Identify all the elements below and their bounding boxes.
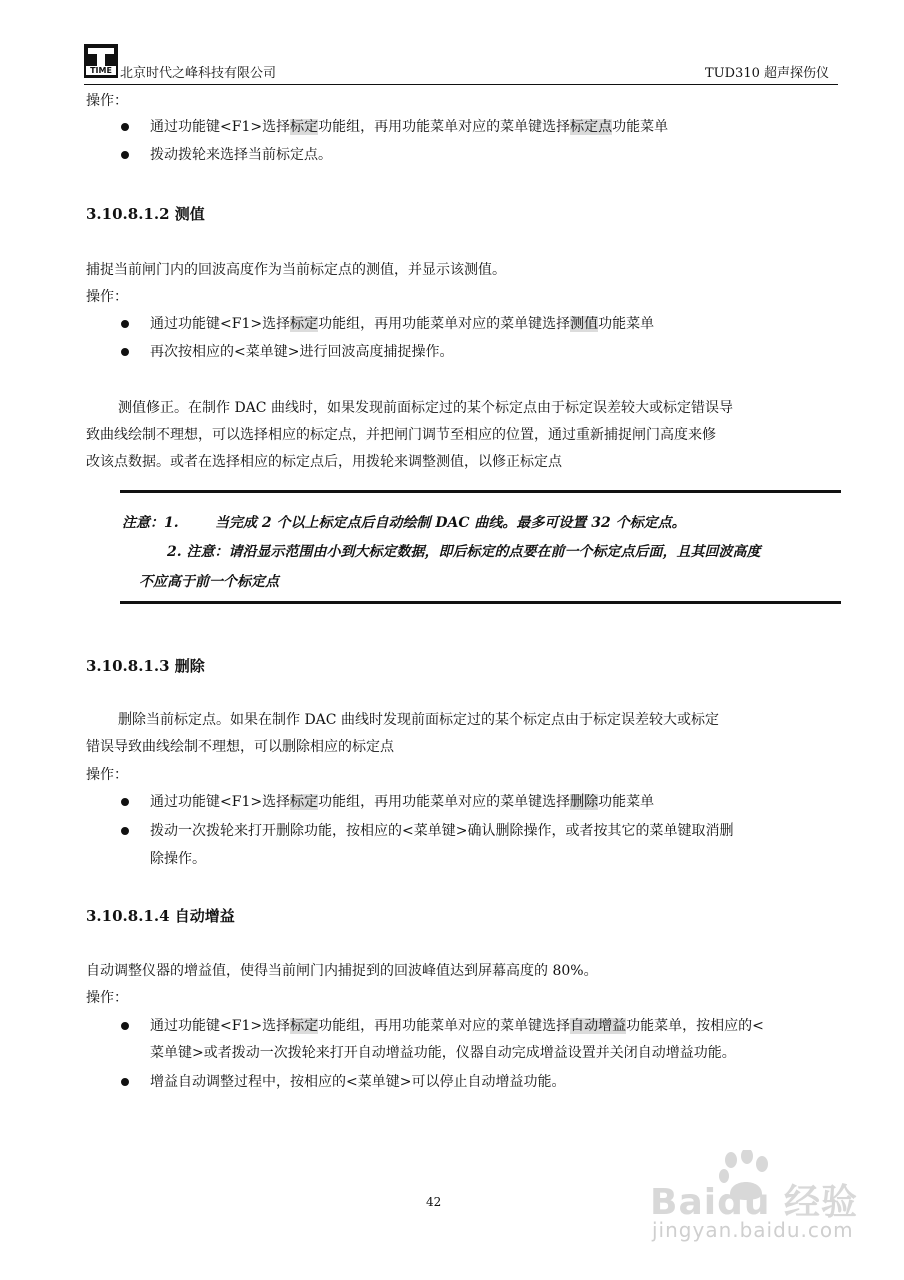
bullet-icon [121,320,129,328]
watermark-brand: Baidu 经验 [650,1182,859,1223]
op-label: 操作： [86,289,128,305]
list-item-continuation: 除操作。 [150,851,206,867]
list-item-continuation: 菜单键>或者拨动一次拨轮来打开自动增益功能，仪器自动完成增益设置并关闭自动增益功能。 [150,1045,736,1061]
section-heading-delete: 3.10.8.1.3 删除 [86,657,205,675]
company-name: 北京时代之峰科技有限公司 [120,66,277,81]
op-label: 操作： [86,990,128,1006]
list-item: 通过功能键<F1>选择标定功能组，再用功能菜单对应的菜单键选择标定点功能菜单 [150,119,669,135]
bullet-icon [121,151,129,159]
header-rule [84,84,838,85]
paragraph-line: 测值修正。在制作 DAC 曲线时，如果发现前面标定过的某个标定点由于标定误差较大或标定错误导 [118,400,733,416]
list-item: 拨动一次拨轮来打开删除功能，按相应的<菜单键>确认删除操作，或者按其它的菜单键取消删 [150,823,734,839]
list-item: 通过功能键<F1>选择标定功能组，再用功能菜单对应的菜单键选择测值功能菜单 [150,316,655,332]
bullet-icon [121,1022,129,1030]
op-label: 操作： [86,93,128,109]
note-bottom-rule [120,601,841,604]
op-label: 操作： [86,767,128,783]
section-description: 捕捉当前闸门内的回波高度作为当前标定点的测值，并显示该测值。 [86,262,506,278]
bullet-icon [121,798,129,806]
list-item: 通过功能键<F1>选择标定功能组，再用功能菜单对应的菜单键选择删除功能菜单 [150,794,655,810]
product-name: TUD310 超声探伤仪 [705,66,829,81]
paragraph-line: 删除当前标定点。如果在制作 DAC 曲线时发现前面标定过的某个标定点由于标定误差较大或标定 [118,712,719,728]
paragraph-line: 改该点数据。或者在选择相应的标定点后，用拨轮来调整测值，以修正标定点 [86,454,562,470]
bullet-icon [121,348,129,356]
watermark [650,1148,900,1248]
paragraph-line: 错误导致曲线绘制不理想，可以删除相应的标定点 [86,739,394,755]
note-text: 不应高于前一个标定点 [139,574,279,590]
bullet-icon [121,123,129,131]
page-number: 42 [426,1195,442,1209]
note-text: 当完成 2 个以上标定点后自动绘制 DAC 曲线。最多可设置 32 个标定点。 [215,515,686,531]
note-text: 2. 注意：请沿显示范围由小到大标定数据，即后标定的点要在前一个标定点后面，且其回波高度 [167,544,761,560]
header [0,0,904,90]
company-logo [84,44,118,78]
bullet-icon [121,827,129,835]
bullet-icon [121,1078,129,1086]
section-heading-auto-gain: 3.10.8.1.4 自动增益 [86,907,235,925]
paragraph-line: 致曲线绘制不理想，可以选择相应的标定点，并把闸门调节至相应的位置，通过重新捕捉闸门高度来修 [86,427,716,443]
list-item: 通过功能键<F1>选择标定功能组，再用功能菜单对应的菜单键选择自动增益功能菜单，按相应的< [150,1018,764,1034]
list-item: 拨动拨轮来选择当前标定点。 [150,147,332,163]
section-description: 自动调整仪器的增益值，使得当前闸门内捕捉到的回波峰值达到屏幕高度的 80%。 [86,963,598,979]
list-item: 再次按相应的<菜单键>进行回波高度捕捉操作。 [150,344,454,360]
note-label: 注意：1. [122,515,179,531]
list-item: 增益自动调整过程中，按相应的<菜单键>可以停止自动增益功能。 [150,1074,566,1090]
section-heading-measure: 3.10.8.1.2 测值 [86,205,205,223]
note-top-rule [120,490,841,493]
logo-text: TIME [86,66,116,75]
watermark-url: jingyan.baidu.com [652,1218,854,1242]
